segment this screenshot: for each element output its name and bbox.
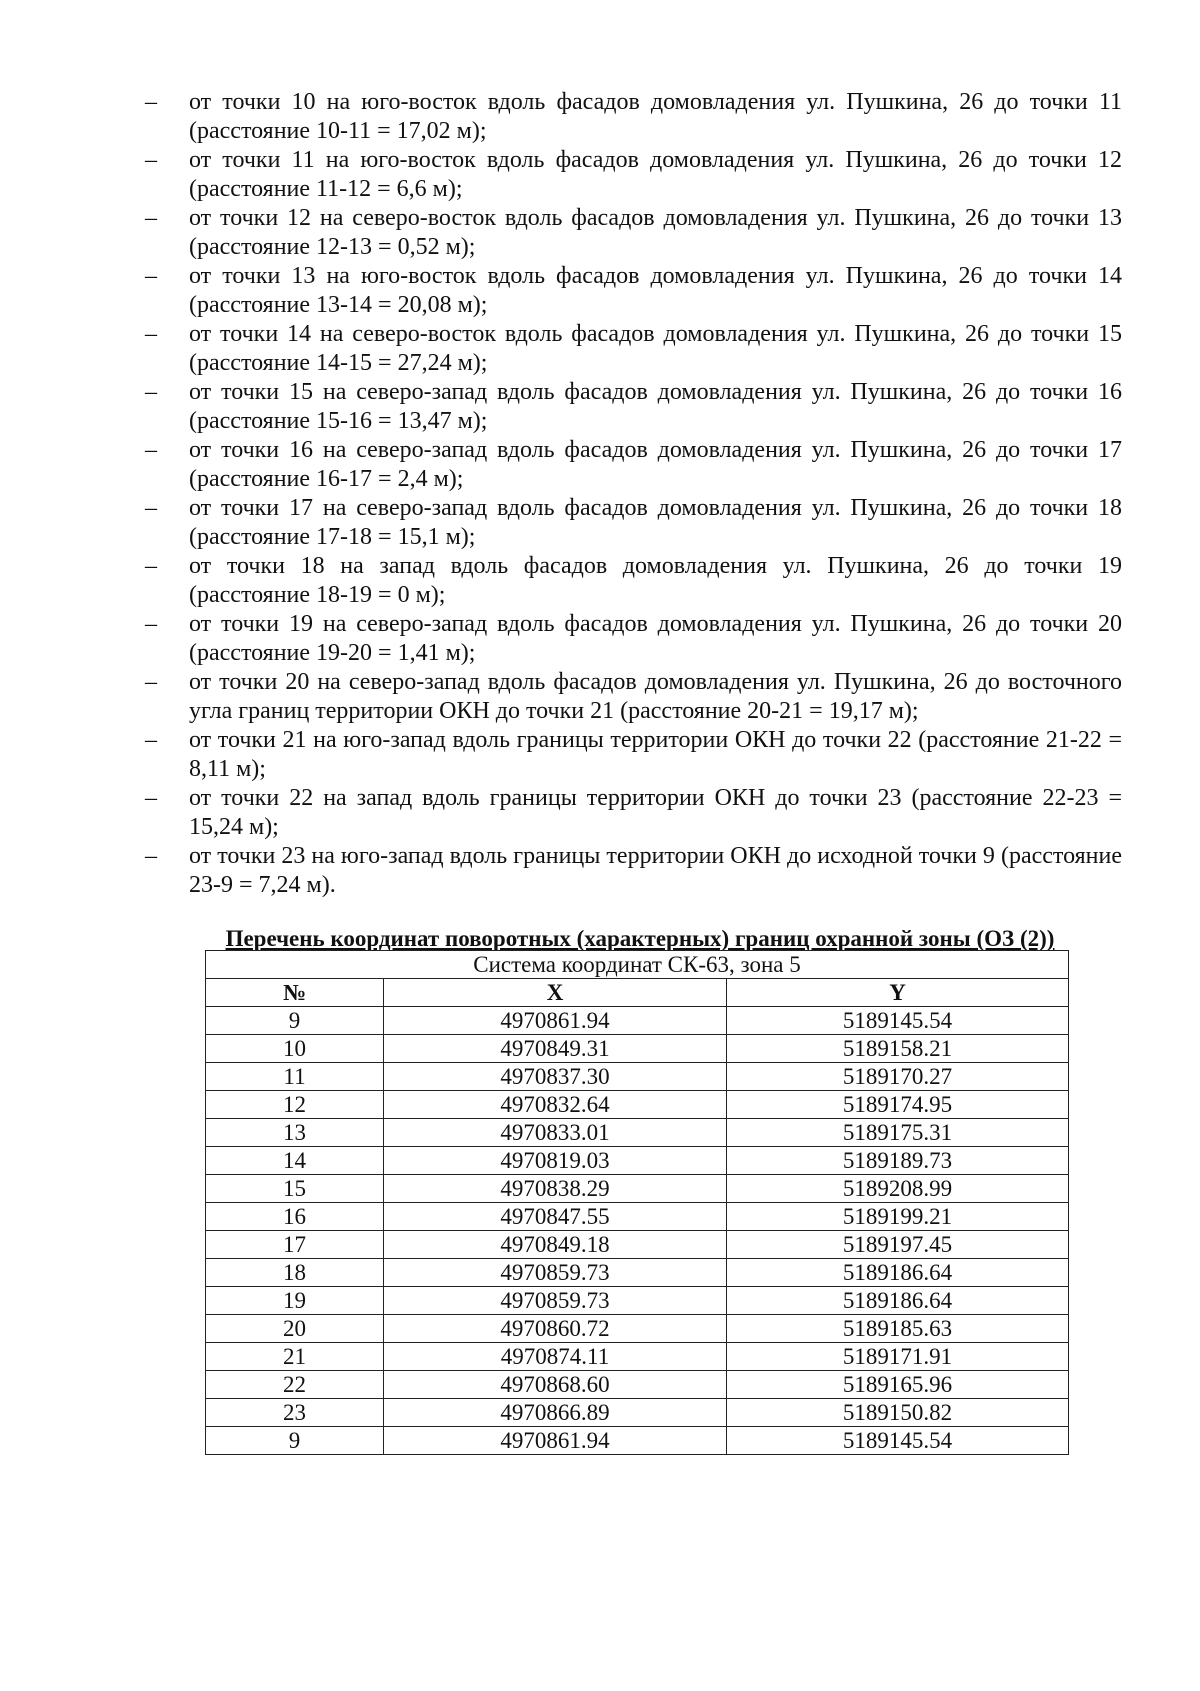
table-system-row [206,951,1069,979]
cell-num: 19 [206,1287,384,1315]
cell-num: 14 [206,1147,384,1175]
list-item-text: от точки 12 на северо-восток вдоль фасадов домовладения ул. Пушкина, 26 до точки 13 (расстояние 12-13 = 0,52 м); [189,205,1122,260]
cell-y: 5189150.82 [727,1399,1069,1427]
coordinate-system-label: Система координат СК-63, зона 5 [206,951,1069,979]
list-dash: – [145,89,157,115]
cell-y: 5189185.63 [727,1315,1069,1343]
table-row [206,1427,1069,1455]
table-row [206,1035,1069,1063]
list-dash: – [145,669,157,695]
list-item-text: от точки 21 на юго-запад вдоль границы территории ОКН до точки 22 (расстояние 21-22 = 8,11 м); [189,727,1122,782]
list-dash: – [145,843,157,869]
list-item [145,842,1122,900]
cell-x: 4970847.55 [384,1203,727,1231]
table-row [206,1091,1069,1119]
list-item [145,494,1122,552]
list-dash: – [145,205,157,231]
table-header-row [206,979,1069,1007]
table-row [206,1175,1069,1203]
list-dash: – [145,379,157,405]
table-row [206,1371,1069,1399]
cell-y: 5189208.99 [727,1175,1069,1203]
list-item [145,784,1122,842]
list-item-text: от точки 18 на запад вдоль фасадов домовладения ул. Пушкина, 26 до точки 19 (расстояние 18-19 = 0 м); [189,553,1122,608]
cell-num: 18 [206,1259,384,1287]
list-item-text: от точки 17 на северо-запад вдоль фасадов домовладения ул. Пушкина, 26 до точки 18 (расстояние 17-18 = 15,1 м); [189,495,1122,550]
list-item [145,726,1122,784]
cell-num: 10 [206,1035,384,1063]
list-dash: – [145,437,157,463]
cell-x: 4970866.89 [384,1399,727,1427]
cell-y: 5189197.45 [727,1231,1069,1259]
table-row [206,1231,1069,1259]
cell-x: 4970849.31 [384,1035,727,1063]
list-item [145,146,1122,204]
cell-num: 21 [206,1343,384,1371]
cell-y: 5189145.54 [727,1427,1069,1455]
list-item-text: от точки 14 на северо-восток вдоль фасадов домовладения ул. Пушкина, 26 до точки 15 (расстояние 14-15 = 27,24 м); [189,321,1122,376]
column-header-y: Y [727,979,1069,1007]
list-dash: – [145,495,157,521]
column-header-num: № [206,979,384,1007]
cell-x: 4970861.94 [384,1007,727,1035]
table-row [206,1399,1069,1427]
cell-x: 4970819.03 [384,1147,727,1175]
cell-num: 9 [206,1007,384,1035]
list-item [145,88,1122,146]
cell-y: 5189175.31 [727,1119,1069,1147]
list-item-text: от точки 22 на запад вдоль границы территории ОКН до точки 23 (расстояние 22-23 = 15,24 м); [189,785,1122,840]
table-row [206,1203,1069,1231]
cell-num: 11 [206,1063,384,1091]
cell-y: 5189165.96 [727,1371,1069,1399]
cell-num: 22 [206,1371,384,1399]
list-item-text: от точки 20 на северо-запад вдоль фасадов домовладения ул. Пушкина, 26 до восточного угла границ территории ОКН до точки 21 (расстояние 20-21 = 19,17 м); [189,669,1122,724]
cell-x: 4970838.29 [384,1175,727,1203]
list-dash: – [145,727,157,753]
cell-x: 4970874.11 [384,1343,727,1371]
cell-num: 12 [206,1091,384,1119]
list-dash: – [145,553,157,579]
cell-x: 4970837.30 [384,1063,727,1091]
cell-y: 5189174.95 [727,1091,1069,1119]
table-row [206,1259,1069,1287]
list-item [145,436,1122,494]
list-item-text: от точки 15 на северо-запад вдоль фасадов домовладения ул. Пушкина, 26 до точки 16 (расстояние 15-16 = 13,47 м); [189,379,1122,434]
list-item-text: от точки 10 на юго-восток вдоль фасадов домовладения ул. Пушкина, 26 до точки 11 (расстояние 10-11 = 17,02 м); [189,89,1122,144]
cell-x: 4970868.60 [384,1371,727,1399]
cell-x: 4970859.73 [384,1259,727,1287]
cell-y: 5189145.54 [727,1007,1069,1035]
cell-num: 23 [206,1399,384,1427]
cell-x: 4970849.18 [384,1231,727,1259]
list-item [145,378,1122,436]
cell-num: 9 [206,1427,384,1455]
list-item-text: от точки 19 на северо-запад вдоль фасадов домовладения ул. Пушкина, 26 до точки 20 (расстояние 19-20 = 1,41 м); [189,611,1122,666]
cell-y: 5189171.91 [727,1343,1069,1371]
table-row [206,1287,1069,1315]
table-row [206,1147,1069,1175]
table-title: Перечень координат поворотных (характерных) границ охранной зоны (ОЗ (2)) [225,926,1055,951]
list-dash: – [145,263,157,289]
cell-y: 5189186.64 [727,1287,1069,1315]
cell-y: 5189158.21 [727,1035,1069,1063]
cell-y: 5189170.27 [727,1063,1069,1091]
table-row [206,1343,1069,1371]
list-item-text: от точки 13 на юго-восток вдоль фасадов домовладения ул. Пушкина, 26 до точки 14 (расстояние 13-14 = 20,08 м); [189,263,1122,318]
list-item [145,610,1122,668]
cell-x: 4970860.72 [384,1315,727,1343]
table-row [206,1063,1069,1091]
cell-x: 4970861.94 [384,1427,727,1455]
list-item-text: от точки 23 на юго-запад вдоль границы территории ОКН до исходной точки 9 (расстояние 23-9 = 7,24 м). [189,843,1122,898]
cell-num: 13 [206,1119,384,1147]
cell-num: 20 [206,1315,384,1343]
boundary-description-list [145,88,1122,900]
cell-num: 15 [206,1175,384,1203]
cell-x: 4970832.64 [384,1091,727,1119]
cell-x: 4970833.01 [384,1119,727,1147]
list-item [145,320,1122,378]
table-row [206,1119,1069,1147]
column-header-x: X [384,979,727,1007]
cell-y: 5189189.73 [727,1147,1069,1175]
list-dash: – [145,785,157,811]
list-item-text: от точки 11 на юго-восток вдоль фасадов домовладения ул. Пушкина, 26 до точки 12 (расстояние 11-12 = 6,6 м); [189,147,1122,202]
table-row [206,1315,1069,1343]
list-dash: – [145,147,157,173]
list-item [145,262,1122,320]
list-dash: – [145,611,157,637]
list-dash: – [145,321,157,347]
list-item [145,668,1122,726]
cell-y: 5189199.21 [727,1203,1069,1231]
cell-x: 4970859.73 [384,1287,727,1315]
cell-y: 5189186.64 [727,1259,1069,1287]
cell-num: 16 [206,1203,384,1231]
list-item [145,204,1122,262]
list-item-text: от точки 16 на северо-запад вдоль фасадов домовладения ул. Пушкина, 26 до точки 17 (расстояние 16-17 = 2,4 м); [189,437,1122,492]
coordinates-table [205,950,1069,1455]
cell-num: 17 [206,1231,384,1259]
table-row [206,1007,1069,1035]
list-item [145,552,1122,610]
